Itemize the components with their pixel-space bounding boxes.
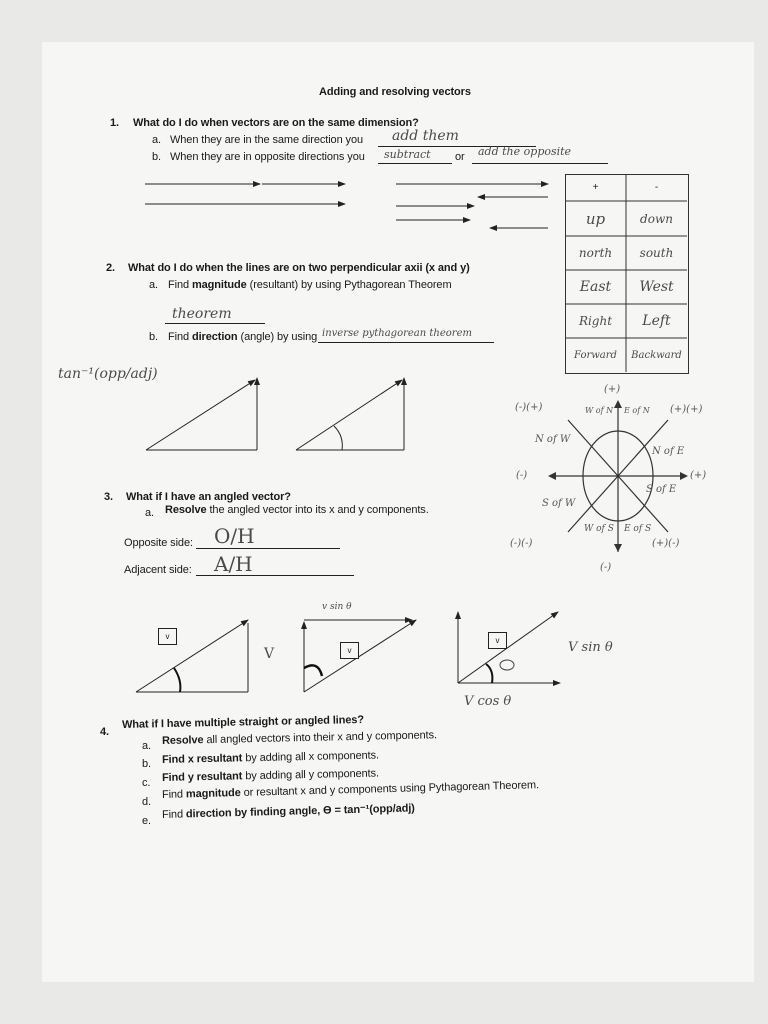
- q1-question: What do I do when vectors are on the same dimension?: [133, 117, 419, 129]
- adjacent-side-label: Adjacent side:: [124, 564, 192, 576]
- compass-n-of-e: N of E: [652, 446, 685, 457]
- margin-note-inverse-tan: tan⁻¹(opp/adj): [58, 366, 158, 382]
- table-cell-up: up: [585, 209, 606, 228]
- compass-nw-sign: (-)(+): [515, 402, 543, 413]
- q2a-bold: magnitude: [191, 279, 247, 291]
- compass-s-of-e: S of E: [646, 484, 677, 495]
- compass-e-of-n: E of N: [624, 406, 650, 415]
- q4e-bold: direction: [185, 807, 232, 821]
- q2b-answer: inverse pythagorean theorem: [322, 328, 472, 339]
- q4c-bold: Find y resultant: [161, 770, 243, 784]
- q2a-post: (resultant) by using Pythagorean Theorem: [249, 279, 452, 291]
- q4b-letter: b.: [142, 758, 151, 770]
- q1-number: 1.: [110, 117, 119, 129]
- q2b-pre: Find: [168, 331, 189, 343]
- table-cell-north: north: [578, 246, 613, 260]
- vertical-side-label: V: [264, 646, 275, 662]
- q3-number: 3.: [104, 491, 113, 503]
- compass-bottom-sign: (-): [600, 562, 612, 573]
- q1b-letter: b.: [152, 151, 161, 163]
- q3a-bold: Resolve: [165, 504, 207, 516]
- vector-label-1: v: [165, 632, 170, 641]
- q4-question: What if I have multiple straight or angled lines?: [121, 713, 365, 731]
- q1b-answer2: add the opposite: [478, 145, 572, 158]
- compass-top-sign: (+): [604, 384, 621, 395]
- q4d-rest: or resultant x and y components using Pythagorean Theorem.: [243, 779, 540, 799]
- q1b-text: When they are in opposite directions you: [170, 151, 365, 163]
- table-cell-forward: Forward: [574, 349, 617, 361]
- table-header-plus: +: [592, 182, 599, 193]
- adjacent-side-answer: A/H: [214, 552, 253, 576]
- vector-label-box-3: [488, 632, 507, 649]
- compass-sw-sign: (-)(-): [510, 538, 533, 549]
- table-cell-right: Right: [578, 314, 613, 328]
- q4e-rest: by finding angle, ϴ = tan⁻¹(opp/adj): [234, 802, 415, 820]
- vector-label-box-1: [158, 628, 177, 645]
- table-cell-south: south: [639, 246, 674, 260]
- v-sin-label: V sin θ: [568, 640, 613, 655]
- q2a-pre: Find: [168, 279, 189, 291]
- worksheet-title: Adding and resolving vectors: [319, 86, 471, 98]
- compass-w-of-s: W of S: [584, 524, 614, 534]
- table-cell-left: Left: [642, 313, 671, 329]
- compass-e-of-s: E of S: [624, 524, 652, 534]
- q2a-letter: a.: [149, 279, 158, 291]
- compass-se-sign: (+)(-): [652, 538, 680, 549]
- q4-number: 4.: [100, 726, 109, 738]
- q4d-letter: d.: [142, 796, 151, 808]
- q4d-bold: magnitude: [185, 786, 241, 801]
- q3a-letter: a.: [145, 507, 154, 519]
- q2b-letter: b.: [149, 331, 158, 343]
- compass-right-sign: (+): [690, 470, 707, 481]
- compass-w-of-n: W of N: [585, 406, 614, 415]
- q2-number: 2.: [106, 262, 115, 274]
- table-cell-down: down: [640, 211, 673, 226]
- q3a-rest: the angled vector into its x and y components.: [209, 504, 429, 516]
- q4a-bold: Resolve: [161, 734, 204, 747]
- q4e-letter: e.: [142, 815, 151, 827]
- q2-question: What do I do when the lines are on two perpendicular axii (x and y): [128, 262, 470, 274]
- q4b-rest: by adding all x components.: [245, 749, 380, 765]
- table-cell-backward: Backward: [631, 349, 682, 361]
- compass-n-of-w: N of W: [535, 434, 571, 445]
- q4a-rest: all angled vectors into their x and y components.: [206, 729, 438, 747]
- q2a-answer: theorem: [172, 306, 232, 322]
- q3-question: What if I have an angled vector?: [126, 491, 291, 503]
- q1b-or: or: [455, 151, 465, 163]
- q2b-bold: direction: [191, 331, 238, 343]
- q2b-post: (angle) by using: [240, 331, 318, 343]
- compass-left-sign: (-): [516, 470, 528, 481]
- table-cell-east: East: [579, 279, 612, 295]
- vector-label-3: v: [495, 636, 500, 645]
- q4b-bold: Find x resultant: [161, 752, 243, 766]
- q4c-letter: c.: [142, 777, 151, 789]
- v-sin-top-label: v sin θ: [322, 602, 352, 612]
- opposite-side-label: Opposite side:: [124, 537, 193, 549]
- q4a-letter: a.: [142, 740, 151, 752]
- table-cell-west: West: [639, 279, 674, 295]
- table-header-minus: -: [654, 182, 659, 193]
- q1a-text: When they are in the same direction you: [170, 134, 363, 146]
- vector-label-box-2: [340, 642, 359, 659]
- q1b-answer: subtract: [384, 148, 431, 161]
- q4d-pre: Find: [161, 788, 184, 801]
- compass-ne-sign: (+)(+): [670, 404, 703, 415]
- opposite-side-answer: O/H: [214, 524, 255, 548]
- compass-s-of-w: S of W: [542, 498, 576, 509]
- vector-label-2: v: [347, 646, 352, 655]
- v-cos-label: V cos θ: [464, 694, 512, 709]
- q4e-pre: Find: [161, 808, 184, 821]
- q1a-letter: a.: [152, 134, 161, 146]
- q4c-rest: by adding all y components.: [245, 767, 380, 783]
- q1a-answer: add them: [392, 128, 459, 144]
